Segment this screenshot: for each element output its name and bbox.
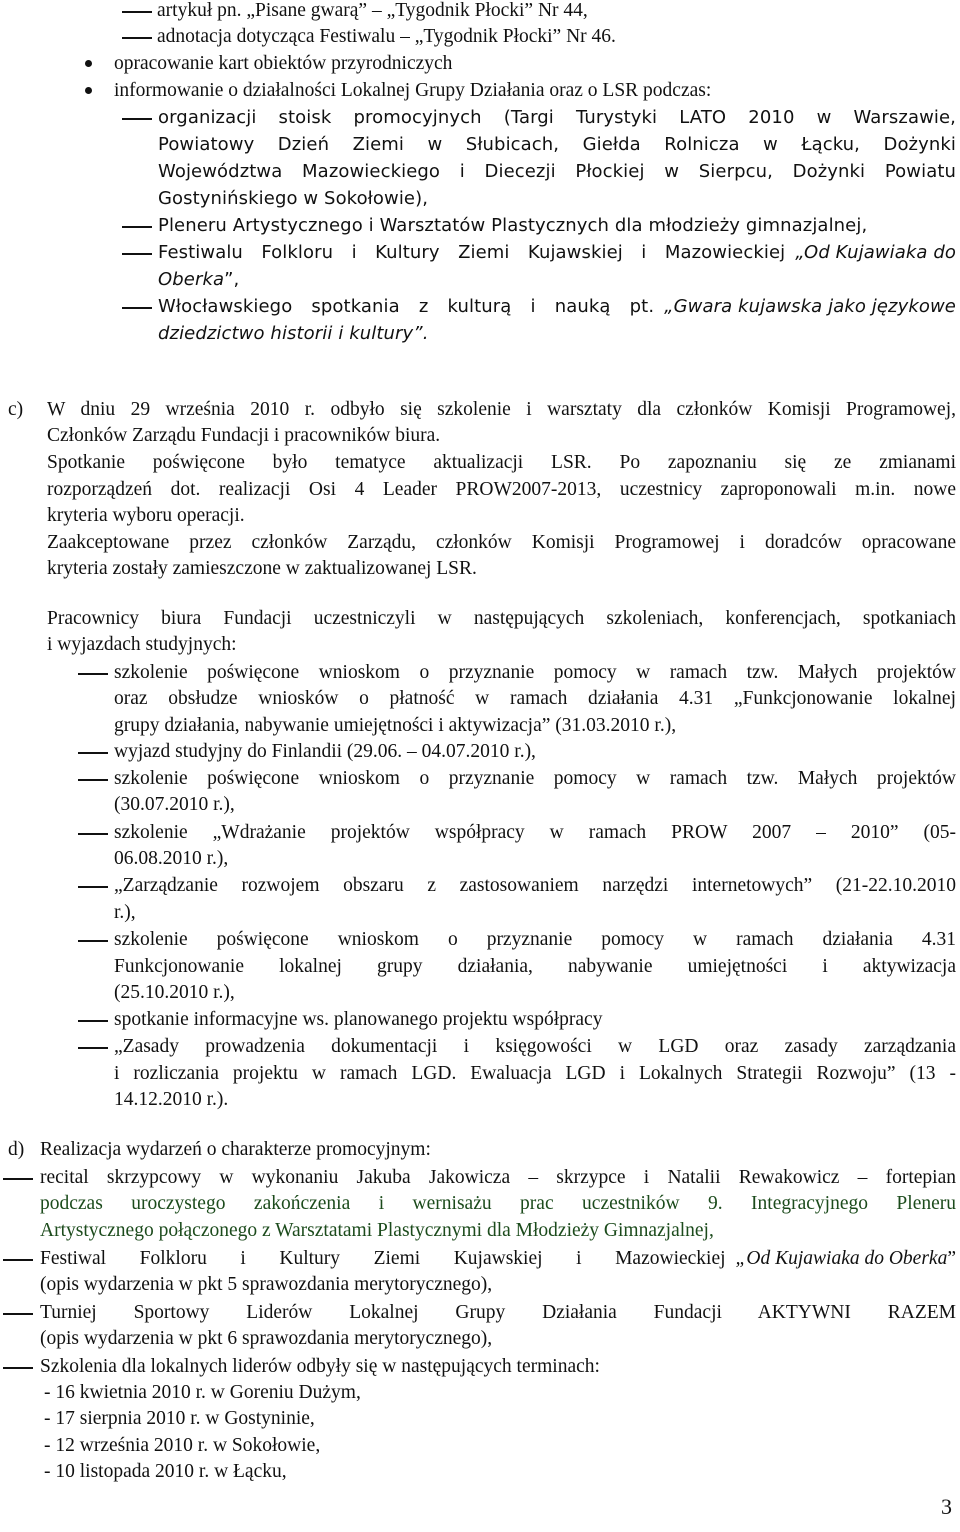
list-item	[40, 1247, 956, 1271]
dash-marker	[3, 1313, 33, 1315]
section-label: c)	[8, 399, 24, 420]
list-item-continuation	[158, 322, 429, 346]
list-item: wyjazd studyjny do Finlandii (29.06. – 04.07.2010 r.),	[114, 741, 536, 762]
festival-name: Festiwalu Folkloru i Kultury Ziemi Kujawskiej i Mazowieckiej	[158, 242, 786, 263]
list-item-continuation: grupy działania, nabywanie umiejętności i aktywizacja” (31.03.2010 r.),	[114, 715, 677, 736]
list-item	[40, 1166, 956, 1190]
list-item: szkolenie poświęcone wnioskom o przyznanie pomocy w ramach tzw. Małych projektów	[114, 768, 956, 789]
paragraph-line: Spotkanie poświęcone było tematyce aktualizacji LSR. Po zapoznaniu się ze zmianami	[47, 452, 956, 473]
list-item: spotkanie informacyjne ws. planowanego projektu współpracy	[114, 1009, 603, 1030]
list-item-continuation: (opis wydarzenia w pkt 5 sprawozdania merytorycznego),	[40, 1274, 493, 1295]
paragraph-line: Członków Zarządu Fundacji i pracowników biura.	[47, 425, 441, 446]
dash-marker	[78, 886, 108, 888]
bullet-icon	[85, 60, 92, 67]
list-item-continuation: Województwa Mazowieckiego i Diecezji Płockiej w Sierpcu, Dożynki Powiatu	[158, 161, 956, 182]
dash-marker	[3, 1178, 33, 1180]
list-item-continuation	[158, 268, 239, 292]
dash-marker	[3, 1259, 33, 1261]
dash-marker	[78, 1047, 108, 1049]
list-item: Turniej Sportowy Liderów Lokalnej Grupy Działania Fundacji AKTYWNI RAZEM	[40, 1302, 956, 1323]
list-item-continuation: (25.10.2010 r.),	[114, 982, 235, 1003]
list-item: organizacji stoisk promocyjnych (Targi Turystyki LATO 2010 w Warszawie,	[158, 107, 956, 128]
festival-title-end: Oberka	[158, 269, 225, 290]
list-item-continuation: podczas uroczystego zakończenia i wernisażu prac uczestników 9. Integracyjnego Pleneru	[40, 1193, 956, 1214]
paragraph-line: Zaakceptowane przez członków Zarządu, członków Komisji Programowej i doradców opracowane	[47, 532, 956, 553]
section-label: d)	[8, 1139, 25, 1160]
paragraph-line: W dniu 29 września 2010 r. odbyło się szkolenie i warsztaty dla członków Komisji Programowej,	[47, 399, 956, 420]
dash-marker	[78, 1020, 108, 1022]
list-item-continuation: i rozliczania projektu w ramach LGD. Ewaluacja LGD i Lokalnych Strategii Rozwoju” (13 -	[114, 1063, 956, 1084]
paragraph-line: i wyjazdach studyjnych:	[47, 634, 237, 655]
festival-title: „Od Kujawiaka do	[795, 242, 956, 263]
dash-marker	[78, 833, 108, 835]
bullet-icon	[85, 87, 92, 94]
dash-marker	[78, 940, 108, 942]
dash-marker	[122, 37, 152, 39]
list-item	[158, 295, 956, 319]
meeting-title-end: dziedzictwo historii i kultury”.	[158, 323, 429, 344]
list-item-continuation: Artystycznego połączonego z Warsztatami Plastycznymi dla Młodzieży Gimnazjalnej,	[40, 1220, 714, 1241]
quote-close: ”	[947, 1248, 956, 1269]
paragraph-line: rozporządzeń dot. realizacji Osi 4 Leader PROW2007-2013, uczestnicy zaproponowali m.in. nowe	[47, 479, 956, 500]
list-item	[158, 241, 956, 265]
list-item: adnotacja dotycząca Festiwalu – „Tygodnik Płocki” Nr 46.	[157, 26, 616, 47]
meeting-title: „Gwara kujawska jako językowe	[664, 296, 956, 317]
list-item: Pleneru Artystycznego i Warsztatów Plastycznych dla młodzieży gimnazjalnej,	[158, 215, 868, 236]
list-item-continuation: (30.07.2010 r.),	[114, 794, 235, 815]
page-number: 3	[941, 1494, 952, 1519]
list-item: szkolenie poświęcone wnioskom o przyznanie pomocy w ramach działania 4.31	[114, 929, 956, 950]
paragraph-line: kryteria wyboru operacji.	[47, 505, 245, 526]
list-item-continuation: Powiatowy Dzień Ziemi w Słubicach, Giełda Rolnicza w Łącku, Dożynki	[158, 134, 956, 155]
date-entry: - 12 września 2010 r. w Sokołowie,	[44, 1435, 321, 1456]
list-item-continuation: (opis wydarzenia w pkt 6 sprawozdania merytorycznego),	[40, 1328, 493, 1349]
dash-marker	[3, 1367, 33, 1369]
dash-marker	[78, 752, 108, 754]
date-entry: - 17 sierpnia 2010 r. w Gostyninie,	[44, 1408, 315, 1429]
list-item: opracowanie kart obiektów przyrodniczych	[114, 53, 453, 74]
list-item-continuation: Funkcjonowanie lokalnej grupy działania, nabywanie umiejętności i aktywizacja	[114, 956, 956, 977]
list-item: informowanie o działalności Lokalnej Grupy Działania oraz o LSR podczas:	[114, 80, 712, 101]
list-item-continuation: 06.08.2010 r.),	[114, 848, 229, 869]
list-item: artykuł pn. „Pisane gwarą” – „Tygodnik Płocki” Nr 44,	[157, 0, 588, 21]
list-item-continuation: Gostynińskiego w Sokołowie),	[158, 188, 429, 209]
date-entry: - 16 kwietnia 2010 r. w Goreniu Dużym,	[44, 1382, 361, 1403]
paragraph-line: kryteria zostały zamieszczone w zaktualizowanej LSR.	[47, 558, 477, 579]
list-item: „Zasady prowadzenia dokumentacji i księgowości w LGD oraz zasady zarządzania	[114, 1036, 956, 1057]
list-item: szkolenie poświęcone wnioskom o przyznanie pomocy w ramach tzw. Małych projektów	[114, 662, 956, 683]
dash-marker	[78, 779, 108, 781]
festival-event-title: „Od Kujawiaka do Oberka	[735, 1248, 948, 1269]
list-item-continuation: r.),	[114, 902, 136, 923]
dash-marker	[122, 118, 152, 120]
list-item-continuation: oraz obsłudze wniosków o płatność w ramach działania 4.31 „Funkcjonowanie lokalnej	[114, 688, 956, 709]
list-item: Szkolenia dla lokalnych liderów odbyły się w następujących terminach:	[40, 1356, 600, 1377]
dash-marker	[122, 253, 152, 255]
dash-marker	[78, 673, 108, 675]
quote-close: ”,	[224, 269, 240, 290]
dash-marker	[122, 307, 152, 309]
meeting-name: Włocławskiego spotkania z kulturą i nauką pt.	[158, 296, 655, 317]
list-item-continuation: 14.12.2010 r.).	[114, 1089, 229, 1110]
dash-marker	[122, 11, 152, 13]
section-heading: Realizacja wydarzeń o charakterze promocyjnym:	[40, 1139, 431, 1160]
paragraph-line: Pracownicy biura Fundacji uczestniczyli w następujących szkoleniach, konferencjach, spotkaniach	[47, 608, 956, 629]
recital-text: recital skrzypcowy w wykonaniu Jakuba Jakowicza – skrzypce i Natalii Rewakowicz – fortepian	[40, 1167, 956, 1188]
date-entry: - 10 listopada 2010 r. w Łącku,	[44, 1461, 287, 1482]
list-item: szkolenie „Wdrażanie projektów współpracy w ramach PROW 2007 – 2010” (05-	[114, 822, 956, 843]
list-item: „Zarządzanie rozwojem obszaru z zastosowaniem narzędzi internetowych” (21-22.10.2010	[114, 875, 956, 896]
festival-event: Festiwal Folkloru i Kultury Ziemi Kujawskiej i Mazowieckiej	[40, 1248, 726, 1269]
dash-marker	[122, 226, 152, 228]
